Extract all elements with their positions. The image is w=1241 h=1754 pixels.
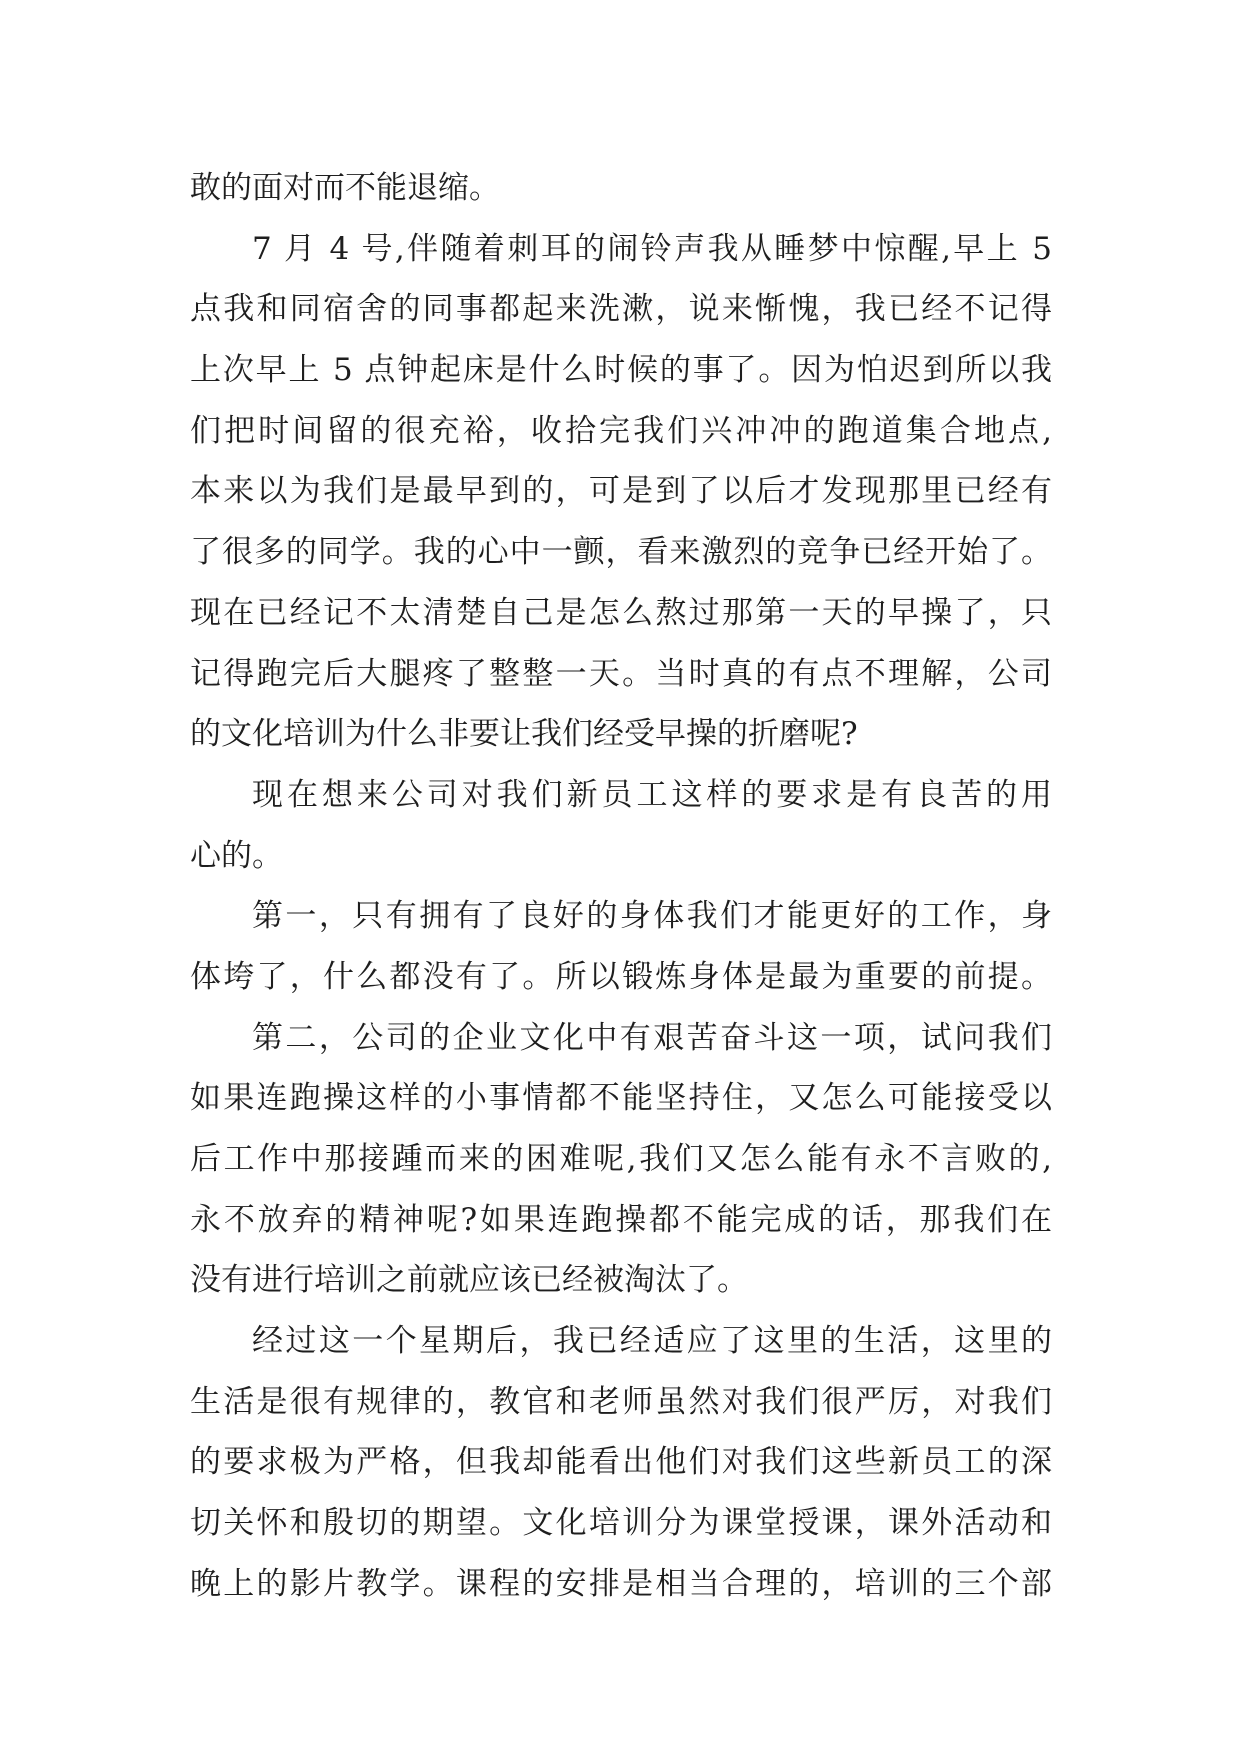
text-line: 们把时间留的很充裕，收拾完我们兴冲冲的跑道集合地点, [190, 412, 1052, 449]
text-line: 现在已经记不太清楚自己是怎么熬过那第一天的早操了，只 [190, 594, 1052, 631]
text-line: 的文化培训为什么非要让我们经受早操的折磨呢? [190, 716, 858, 753]
text-line: 记得跑完后大腿疼了整整一天。当时真的有点不理解，公司 [190, 655, 1052, 692]
text-line: 点我和同宿舍的同事都起来洗漱，说来惭愧，我已经不记得 [190, 291, 1052, 328]
text-line: 切关怀和殷切的期望。文化培训分为课堂授课，课外活动和 [190, 1505, 1052, 1542]
text-line: 了很多的同学。我的心中一颤，看来激烈的竞争已经开始了。 [190, 534, 1052, 571]
text-line: 7 月 4 号,伴随着刺耳的闹铃声我从睡梦中惊醒,早上 5 [252, 230, 1052, 267]
text-line: 体垮了，什么都没有了。所以锻炼身体是最为重要的前提。 [190, 958, 1052, 995]
text-line: 本来以为我们是最早到的，可是到了以后才发现那里已经有 [190, 473, 1052, 510]
text-line: 后工作中那接踵而来的困难呢,我们又怎么能有永不言败的, [190, 1141, 1052, 1177]
text-line: 现在想来公司对我们新员工这样的要求是有良苦的用 [252, 776, 1052, 813]
text-line: 永不放弃的精神呢?如果连跑操都不能完成的话，那我们在 [190, 1201, 1052, 1238]
text-line: 敢的面对而不能退缩。 [190, 170, 500, 206]
text-line: 第二，公司的企业文化中有艰苦奋斗这一项，试问我们 [252, 1019, 1052, 1056]
body-text [190, 158, 1052, 1615]
text-line: 的要求极为严格，但我却能看出他们对我们这些新员工的深 [190, 1444, 1052, 1481]
text-line: 生活是很有规律的，教官和老师虽然对我们很严厉，对我们 [190, 1383, 1052, 1420]
text-line: 如果连跑操这样的小事情都不能坚持住，又怎么可能接受以 [190, 1080, 1052, 1117]
text-line: 上次早上 5 点钟起床是什么时候的事了。因为怕迟到所以我 [190, 352, 1052, 389]
text-line: 经过这一个星期后，我已经适应了这里的生活，这里的 [252, 1323, 1052, 1360]
text-line: 第一，只有拥有了良好的身体我们才能更好的工作，身 [252, 898, 1052, 935]
text-line: 没有进行培训之前就应该已经被淘汰了。 [190, 1262, 748, 1299]
text-line: 心的。 [190, 837, 283, 874]
text-line: 晚上的影片教学。课程的安排是相当合理的，培训的三个部 [190, 1565, 1052, 1602]
